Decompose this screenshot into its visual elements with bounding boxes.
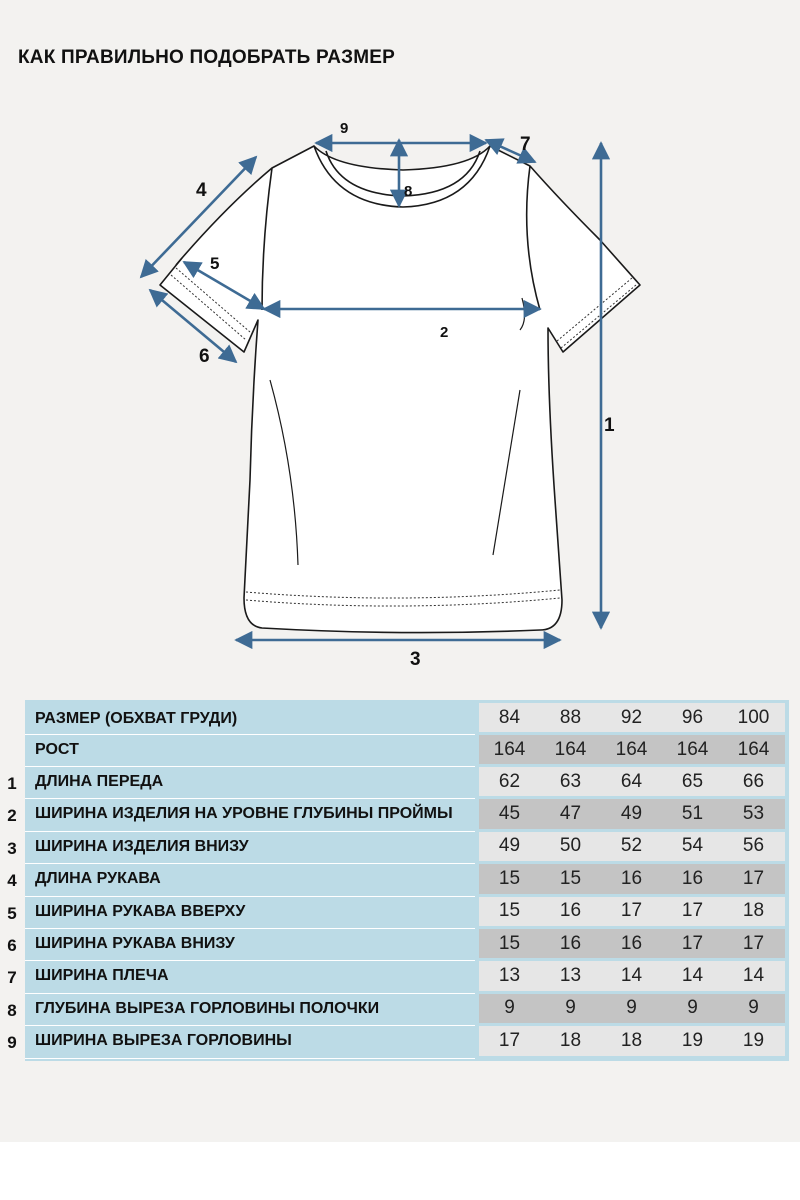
- row-label: ШИРИНА ИЗДЕЛИЯ НА УРОВНЕ ГЛУБИНЫ ПРОЙМЫ: [35, 805, 453, 823]
- table-cell: 9: [504, 997, 515, 1019]
- table-cell: 53: [742, 803, 765, 825]
- table-cell: 16: [559, 900, 582, 922]
- table-cell: 16: [681, 867, 704, 889]
- label-7: 7: [520, 134, 531, 155]
- row-values: [479, 864, 785, 893]
- row-values: [479, 767, 785, 796]
- table-cell: 50: [559, 835, 582, 857]
- table-cell: 13: [559, 965, 582, 987]
- row-number: 6: [7, 936, 17, 955]
- table-cell: 9: [626, 997, 637, 1019]
- table-row: [7, 1026, 789, 1057]
- size-88: 88: [559, 706, 582, 728]
- table-row: [7, 864, 789, 895]
- label-8: 8: [404, 183, 413, 200]
- table-cell: 17: [742, 932, 765, 954]
- table-cell: 9: [565, 997, 576, 1019]
- table-cell: 9: [687, 997, 698, 1019]
- row-values: [479, 961, 785, 990]
- table-cell: 14: [681, 965, 704, 987]
- row-number: 2: [7, 806, 17, 826]
- table-cell: 16: [559, 932, 582, 954]
- row-number: 4: [7, 871, 17, 891]
- tshirt-outline: [160, 146, 640, 633]
- label-9: 9: [340, 120, 349, 137]
- row-label: ШИРИНА ПЛЕЧА: [35, 967, 169, 985]
- table-row: [7, 994, 789, 1025]
- table-cell: 62: [498, 770, 521, 792]
- header-values: [479, 703, 785, 732]
- table-cell: 66: [742, 770, 765, 792]
- size-92: 92: [620, 706, 643, 728]
- table-cell: 15: [498, 867, 521, 889]
- table-cell: 18: [559, 1029, 582, 1051]
- row-number: 1: [7, 774, 17, 793]
- label-6: 6: [199, 346, 210, 367]
- row-label: ГЛУБИНА ВЫРЕЗА ГОРЛОВИНЫ ПОЛОЧКИ: [35, 999, 380, 1017]
- table-cell: 49: [498, 835, 521, 857]
- row-number: 8: [7, 1000, 17, 1020]
- table-cell: 14: [620, 965, 643, 987]
- label-4: 4: [196, 180, 207, 201]
- table-cell: 51: [681, 803, 704, 825]
- row-values: [479, 994, 785, 1023]
- size-84: 84: [498, 706, 521, 728]
- table-cell: 52: [620, 835, 643, 857]
- table-cell: 54: [681, 835, 704, 857]
- row-number: 5: [7, 903, 17, 923]
- size-96: 96: [681, 706, 704, 728]
- header-label: РАЗМЕР (ОБХВАТ ГРУДИ): [35, 710, 238, 727]
- row-values: [479, 897, 785, 926]
- row-label: ШИРИНА ВЫРЕЗА ГОРЛОВИНЫ: [35, 1032, 292, 1050]
- size-100: 100: [737, 706, 770, 728]
- table-cell: 164: [676, 738, 709, 760]
- row-values: [479, 1026, 785, 1055]
- label-3: 3: [410, 649, 421, 670]
- table-cell: 14: [742, 965, 765, 987]
- row-label: ДЛИНА ПЕРЕДА: [35, 773, 164, 790]
- table-cell: 17: [620, 900, 643, 922]
- table-cell: 164: [615, 738, 648, 760]
- table-cell: 15: [498, 900, 521, 922]
- table-header-row: [25, 703, 789, 734]
- table-row: [7, 929, 789, 960]
- table-cell: 56: [742, 835, 765, 857]
- table-row: [7, 832, 789, 863]
- table-cell: 19: [681, 1029, 704, 1051]
- table-cell: 17: [681, 932, 704, 954]
- row-number: 7: [7, 968, 17, 988]
- table-cell: 164: [493, 738, 526, 760]
- table-cell: 17: [681, 900, 704, 922]
- table-row: [7, 961, 789, 992]
- table-cell: 19: [742, 1029, 765, 1051]
- table-cell: 17: [742, 867, 765, 889]
- row-number: 3: [7, 838, 17, 858]
- row-number: 9: [7, 1033, 17, 1053]
- page-title: КАК ПРАВИЛЬНО ПОДОБРАТЬ РАЗМЕР: [18, 47, 395, 68]
- height-label: РОСТ: [35, 741, 79, 758]
- table-cell: 164: [737, 738, 770, 760]
- table-row: [7, 897, 789, 928]
- label-5: 5: [210, 254, 220, 273]
- table-cell: 18: [620, 1029, 643, 1051]
- label-1: 1: [604, 415, 615, 436]
- size-table: [7, 700, 789, 1061]
- table-cell: 64: [620, 770, 643, 792]
- row-label: ШИРИНА РУКАВА ВНИЗУ: [35, 935, 235, 952]
- table-cell: 47: [559, 803, 582, 825]
- table-cell: 16: [620, 867, 643, 889]
- row-label: ШИРИНА РУКАВА ВВЕРХУ: [35, 902, 246, 920]
- table-cell: 18: [742, 900, 765, 922]
- table-cell: 65: [681, 770, 704, 792]
- table-cell: 49: [620, 803, 643, 825]
- table-cell: 17: [498, 1029, 521, 1051]
- table-cell: 63: [559, 770, 582, 792]
- row-label: ШИРИНА ИЗДЕЛИЯ ВНИЗУ: [35, 837, 249, 855]
- table-cell: 13: [498, 965, 521, 987]
- row-values: [479, 799, 785, 828]
- table-row: [7, 799, 789, 830]
- table-cell: 15: [498, 932, 521, 954]
- table-cell: 164: [554, 738, 587, 760]
- row-label: ДЛИНА РУКАВА: [35, 870, 161, 888]
- row-values: [479, 929, 785, 958]
- label-2: 2: [440, 324, 449, 341]
- table-cell: 16: [620, 932, 643, 954]
- table-cell: 15: [559, 867, 582, 889]
- table-height-row: [25, 735, 789, 766]
- table-row: [7, 767, 789, 798]
- height-values: [479, 735, 785, 764]
- table-cell: 45: [498, 803, 521, 825]
- row-values: [479, 832, 785, 861]
- table-cell: 9: [748, 997, 759, 1019]
